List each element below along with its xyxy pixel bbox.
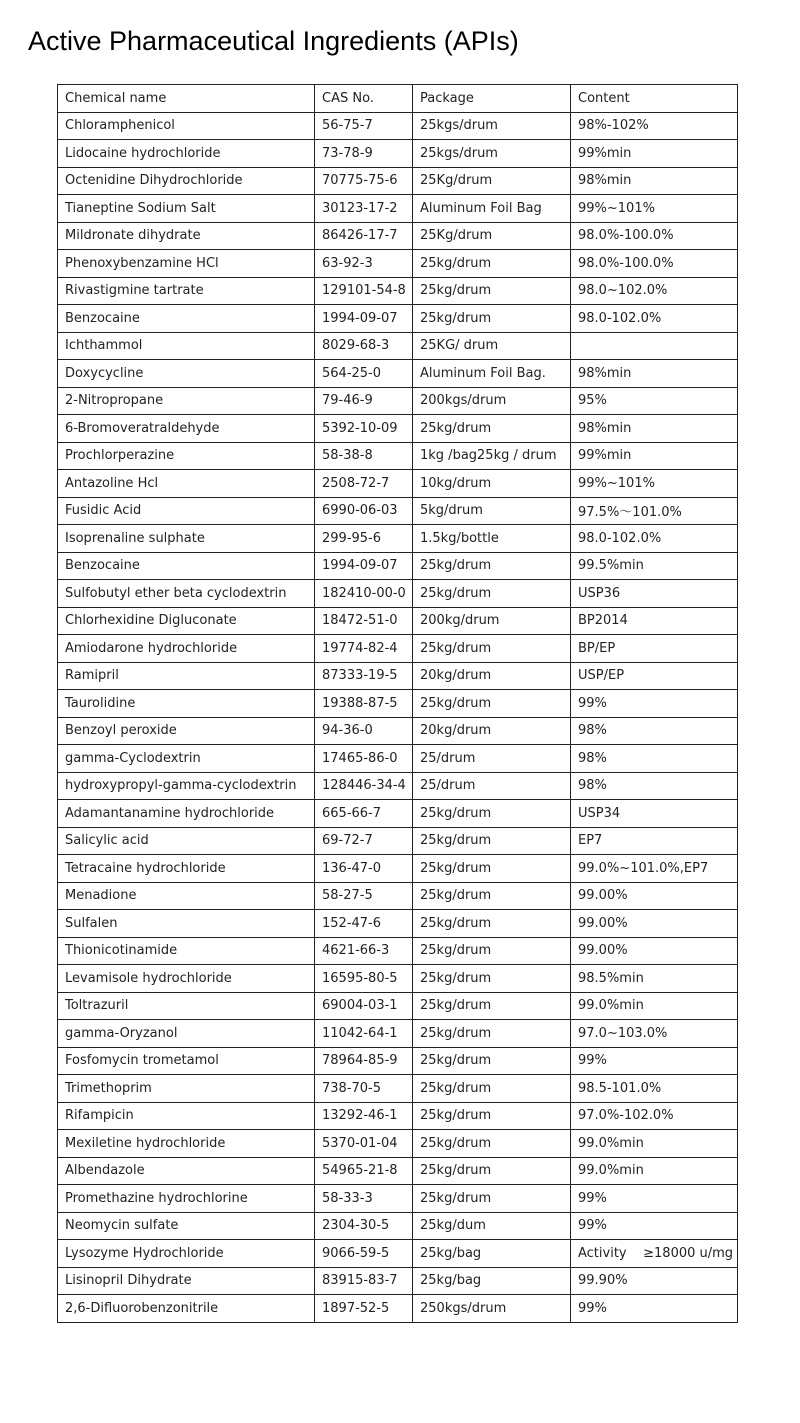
table-row bbox=[58, 332, 738, 360]
table-row bbox=[58, 662, 738, 690]
cell-package: 25kg/drum bbox=[413, 690, 571, 718]
cell-package: 25/drum bbox=[413, 772, 571, 800]
cell-content: 98%min bbox=[571, 360, 738, 388]
cell-chemical-name: Thionicotinamide bbox=[58, 937, 315, 965]
cell-cas-no: 9066-59-5 bbox=[315, 1240, 413, 1268]
cell-content: USP34 bbox=[571, 800, 738, 828]
cell-chemical-name: Mexiletine hydrochloride bbox=[58, 1130, 315, 1158]
cell-content: 97.0%-102.0% bbox=[571, 1102, 738, 1130]
table-row bbox=[58, 250, 738, 278]
cell-content: 98.0-102.0% bbox=[571, 525, 738, 553]
cell-cas-no: 94-36-0 bbox=[315, 717, 413, 745]
cell-chemical-name: Ichthammol bbox=[58, 332, 315, 360]
table-row bbox=[58, 1240, 738, 1268]
cell-chemical-name: Menadione bbox=[58, 882, 315, 910]
cell-chemical-name: Benzocaine bbox=[58, 305, 315, 333]
table-row bbox=[58, 112, 738, 140]
cell-package: 20kg/drum bbox=[413, 717, 571, 745]
cell-cas-no: 79-46-9 bbox=[315, 387, 413, 415]
cell-content: 98.0%-100.0% bbox=[571, 250, 738, 278]
cell-content: 98.5-101.0% bbox=[571, 1075, 738, 1103]
cell-content: 97.5%～101.0% bbox=[571, 497, 738, 525]
cell-cas-no: 86426-17-7 bbox=[315, 222, 413, 250]
cell-content: 99% bbox=[571, 1295, 738, 1323]
cell-package: 25kg/bag bbox=[413, 1240, 571, 1268]
cell-cas-no: 69-72-7 bbox=[315, 827, 413, 855]
cell-package: 25Kg/drum bbox=[413, 222, 571, 250]
cell-content: 99%min bbox=[571, 442, 738, 470]
cell-cas-no: 58-27-5 bbox=[315, 882, 413, 910]
cell-content: 99.0%min bbox=[571, 1157, 738, 1185]
cell-package: 20kg/drum bbox=[413, 662, 571, 690]
table-row bbox=[58, 910, 738, 938]
cell-chemical-name: Octenidine Dihydrochloride bbox=[58, 167, 315, 195]
cell-chemical-name: Benzocaine bbox=[58, 552, 315, 580]
cell-package: 25kgs/drum bbox=[413, 112, 571, 140]
cell-cas-no: 11042-64-1 bbox=[315, 1020, 413, 1048]
cell-package: 250kgs/drum bbox=[413, 1295, 571, 1323]
cell-package: Aluminum Foil Bag. bbox=[413, 360, 571, 388]
cell-package: 25kg/drum bbox=[413, 910, 571, 938]
cell-content bbox=[571, 332, 738, 360]
cell-content: 99.90% bbox=[571, 1267, 738, 1295]
cell-cas-no: 19388-87-5 bbox=[315, 690, 413, 718]
cell-cas-no: 564-25-0 bbox=[315, 360, 413, 388]
table-row bbox=[58, 855, 738, 883]
cell-cas-no: 182410-00-0 bbox=[315, 580, 413, 608]
table-row bbox=[58, 965, 738, 993]
table-row bbox=[58, 305, 738, 333]
cell-cas-no: 16595-80-5 bbox=[315, 965, 413, 993]
cell-package: 1kg /bag25kg / drum bbox=[413, 442, 571, 470]
cell-cas-no: 665-66-7 bbox=[315, 800, 413, 828]
cell-content: USP/EP bbox=[571, 662, 738, 690]
table-row bbox=[58, 222, 738, 250]
cell-cas-no: 56-75-7 bbox=[315, 112, 413, 140]
cell-package: 25kg/drum bbox=[413, 1185, 571, 1213]
table-row bbox=[58, 1102, 738, 1130]
table-row bbox=[58, 1295, 738, 1323]
cell-content: 99.00% bbox=[571, 937, 738, 965]
cell-package: 25kg/dum bbox=[413, 1212, 571, 1240]
cell-chemical-name: Tianeptine Sodium Salt bbox=[58, 195, 315, 223]
table-row bbox=[58, 1020, 738, 1048]
cell-cas-no: 6990-06-03 bbox=[315, 497, 413, 525]
cell-chemical-name: Tetracaine hydrochloride bbox=[58, 855, 315, 883]
cell-cas-no: 738-70-5 bbox=[315, 1075, 413, 1103]
cell-cas-no: 5392-10-09 bbox=[315, 415, 413, 443]
cell-chemical-name: 6-Bromoveratraldehyde bbox=[58, 415, 315, 443]
table-row bbox=[58, 937, 738, 965]
cell-content: 98% bbox=[571, 717, 738, 745]
cell-package: 25kg/drum bbox=[413, 1020, 571, 1048]
cell-chemical-name: Lisinopril Dihydrate bbox=[58, 1267, 315, 1295]
cell-content: 98%min bbox=[571, 415, 738, 443]
cell-package: 25kg/drum bbox=[413, 277, 571, 305]
cell-package: 5kg/drum bbox=[413, 497, 571, 525]
cell-chemical-name: Lysozyme Hydrochloride bbox=[58, 1240, 315, 1268]
table-row bbox=[58, 607, 738, 635]
cell-package: 25kg/drum bbox=[413, 992, 571, 1020]
cell-cas-no: 129101-54-8 bbox=[315, 277, 413, 305]
cell-package: 25kg/drum bbox=[413, 1102, 571, 1130]
table-row bbox=[58, 690, 738, 718]
table-row bbox=[58, 745, 738, 773]
cell-cas-no: 1994-09-07 bbox=[315, 305, 413, 333]
cell-package: 25kg/drum bbox=[413, 937, 571, 965]
cell-cas-no: 2304-30-5 bbox=[315, 1212, 413, 1240]
table-row bbox=[58, 1075, 738, 1103]
cell-chemical-name: 2,6-Difluorobenzonitrile bbox=[58, 1295, 315, 1323]
cell-content: BP/EP bbox=[571, 635, 738, 663]
cell-content: 99.0%min bbox=[571, 1130, 738, 1158]
cell-chemical-name: 2-Nitropropane bbox=[58, 387, 315, 415]
cell-package: 25KG/ drum bbox=[413, 332, 571, 360]
cell-cas-no: 1897-52-5 bbox=[315, 1295, 413, 1323]
cell-content: 99.00% bbox=[571, 910, 738, 938]
table-row bbox=[58, 360, 738, 388]
cell-content: 99.0%~101.0%,EP7 bbox=[571, 855, 738, 883]
cell-cas-no: 54965-21-8 bbox=[315, 1157, 413, 1185]
table-row bbox=[58, 195, 738, 223]
table-row bbox=[58, 772, 738, 800]
cell-chemical-name: Fusidic Acid bbox=[58, 497, 315, 525]
cell-package: 25kg/drum bbox=[413, 1075, 571, 1103]
table-row bbox=[58, 1212, 738, 1240]
cell-chemical-name: Taurolidine bbox=[58, 690, 315, 718]
cell-chemical-name: Ramipril bbox=[58, 662, 315, 690]
cell-package: 25kg/drum bbox=[413, 552, 571, 580]
cell-chemical-name: Salicylic acid bbox=[58, 827, 315, 855]
cell-package: 25kg/drum bbox=[413, 1130, 571, 1158]
cell-package: 25kg/drum bbox=[413, 965, 571, 993]
cell-content: 97.0~103.0% bbox=[571, 1020, 738, 1048]
table-row bbox=[58, 882, 738, 910]
cell-chemical-name: Mildronate dihydrate bbox=[58, 222, 315, 250]
table-row bbox=[58, 140, 738, 168]
header-content: Content bbox=[571, 85, 738, 113]
cell-cas-no: 30123-17-2 bbox=[315, 195, 413, 223]
cell-content: 98% bbox=[571, 772, 738, 800]
table-row bbox=[58, 1157, 738, 1185]
cell-content: USP36 bbox=[571, 580, 738, 608]
cell-cas-no: 70775-75-6 bbox=[315, 167, 413, 195]
cell-package: 25kg/drum bbox=[413, 415, 571, 443]
cell-package: 25/drum bbox=[413, 745, 571, 773]
cell-package: 25kg/drum bbox=[413, 855, 571, 883]
cell-content: 98.0%-100.0% bbox=[571, 222, 738, 250]
cell-content: 98% bbox=[571, 745, 738, 773]
table-row bbox=[58, 717, 738, 745]
cell-content: 99% bbox=[571, 1047, 738, 1075]
table-row bbox=[58, 415, 738, 443]
cell-cas-no: 299-95-6 bbox=[315, 525, 413, 553]
cell-cas-no: 83915-83-7 bbox=[315, 1267, 413, 1295]
table-row bbox=[58, 800, 738, 828]
cell-cas-no: 78964-85-9 bbox=[315, 1047, 413, 1075]
cell-cas-no: 152-47-6 bbox=[315, 910, 413, 938]
cell-cas-no: 87333-19-5 bbox=[315, 662, 413, 690]
cell-chemical-name: gamma-Oryzanol bbox=[58, 1020, 315, 1048]
cell-chemical-name: Adamantanamine hydrochloride bbox=[58, 800, 315, 828]
cell-content: 99% bbox=[571, 1212, 738, 1240]
cell-package: 25kg/bag bbox=[413, 1267, 571, 1295]
table-row bbox=[58, 442, 738, 470]
cell-content: 99%~101% bbox=[571, 470, 738, 498]
cell-package: 25kg/drum bbox=[413, 635, 571, 663]
cell-chemical-name: Benzoyl peroxide bbox=[58, 717, 315, 745]
cell-content: EP7 bbox=[571, 827, 738, 855]
header-chemical-name: Chemical name bbox=[58, 85, 315, 113]
cell-chemical-name: Neomycin sulfate bbox=[58, 1212, 315, 1240]
cell-package: 25Kg/drum bbox=[413, 167, 571, 195]
cell-cas-no: 73-78-9 bbox=[315, 140, 413, 168]
table-row bbox=[58, 277, 738, 305]
cell-cas-no: 18472-51-0 bbox=[315, 607, 413, 635]
table-row bbox=[58, 470, 738, 498]
cell-package: 25kg/drum bbox=[413, 1047, 571, 1075]
table-row bbox=[58, 635, 738, 663]
cell-cas-no: 19774-82-4 bbox=[315, 635, 413, 663]
cell-chemical-name: Albendazole bbox=[58, 1157, 315, 1185]
api-table bbox=[57, 84, 738, 1323]
cell-content: 99.5%min bbox=[571, 552, 738, 580]
cell-chemical-name: Amiodarone hydrochloride bbox=[58, 635, 315, 663]
cell-package: 25kg/drum bbox=[413, 305, 571, 333]
cell-chemical-name: Sulfobutyl ether beta cyclodextrin bbox=[58, 580, 315, 608]
cell-cas-no: 128446-34-4 bbox=[315, 772, 413, 800]
cell-package: 25kg/drum bbox=[413, 882, 571, 910]
page-title: Active Pharmaceutical Ingredients (APIs) bbox=[28, 26, 519, 56]
cell-content: 98.0-102.0% bbox=[571, 305, 738, 333]
table-header-row bbox=[58, 85, 738, 113]
table-row bbox=[58, 497, 738, 525]
cell-content: 99.0%min bbox=[571, 992, 738, 1020]
cell-content: 98.5%min bbox=[571, 965, 738, 993]
cell-package: 25kg/drum bbox=[413, 250, 571, 278]
cell-chemical-name: Promethazine hydrochlorine bbox=[58, 1185, 315, 1213]
table-row bbox=[58, 167, 738, 195]
cell-content: 99%~101% bbox=[571, 195, 738, 223]
table-row bbox=[58, 552, 738, 580]
cell-chemical-name: Phenoxybenzamine HCl bbox=[58, 250, 315, 278]
cell-cas-no: 2508-72-7 bbox=[315, 470, 413, 498]
cell-chemical-name: Rivastigmine tartrate bbox=[58, 277, 315, 305]
cell-package: 25kg/drum bbox=[413, 580, 571, 608]
table-row bbox=[58, 827, 738, 855]
cell-content: BP2014 bbox=[571, 607, 738, 635]
table-row bbox=[58, 1130, 738, 1158]
cell-package: 25kg/drum bbox=[413, 827, 571, 855]
cell-chemical-name: Chlorhexidine Digluconate bbox=[58, 607, 315, 635]
cell-chemical-name: Lidocaine hydrochloride bbox=[58, 140, 315, 168]
table-row bbox=[58, 580, 738, 608]
cell-cas-no: 1994-09-07 bbox=[315, 552, 413, 580]
cell-chemical-name: Doxycycline bbox=[58, 360, 315, 388]
cell-package: Aluminum Foil Bag bbox=[413, 195, 571, 223]
table-row bbox=[58, 387, 738, 415]
cell-chemical-name: hydroxypropyl-gamma-cyclodextrin bbox=[58, 772, 315, 800]
table-row bbox=[58, 1267, 738, 1295]
cell-cas-no: 63-92-3 bbox=[315, 250, 413, 278]
cell-content: 99% bbox=[571, 1185, 738, 1213]
cell-chemical-name: Rifampicin bbox=[58, 1102, 315, 1130]
cell-content: 99% bbox=[571, 690, 738, 718]
cell-content: 98%min bbox=[571, 167, 738, 195]
cell-content: 95% bbox=[571, 387, 738, 415]
cell-package: 25kgs/drum bbox=[413, 140, 571, 168]
cell-cas-no: 58-33-3 bbox=[315, 1185, 413, 1213]
table-row bbox=[58, 1185, 738, 1213]
header-cas-no: CAS No. bbox=[315, 85, 413, 113]
cell-chemical-name: Isoprenaline sulphate bbox=[58, 525, 315, 553]
cell-chemical-name: Sulfalen bbox=[58, 910, 315, 938]
cell-package: 25kg/drum bbox=[413, 800, 571, 828]
cell-chemical-name: Prochlorperazine bbox=[58, 442, 315, 470]
cell-chemical-name: Levamisole hydrochloride bbox=[58, 965, 315, 993]
cell-content: 99%min bbox=[571, 140, 738, 168]
table-row bbox=[58, 992, 738, 1020]
cell-package: 200kgs/drum bbox=[413, 387, 571, 415]
cell-content: Activity ≥18000 u/mg bbox=[571, 1240, 738, 1268]
table-row bbox=[58, 1047, 738, 1075]
cell-content: 98.0~102.0% bbox=[571, 277, 738, 305]
cell-content: 98%-102% bbox=[571, 112, 738, 140]
cell-chemical-name: gamma-Cyclodextrin bbox=[58, 745, 315, 773]
header-package: Package bbox=[413, 85, 571, 113]
table-row bbox=[58, 525, 738, 553]
cell-chemical-name: Toltrazuril bbox=[58, 992, 315, 1020]
cell-package: 200kg/drum bbox=[413, 607, 571, 635]
cell-package: 10kg/drum bbox=[413, 470, 571, 498]
cell-chemical-name: Chloramphenicol bbox=[58, 112, 315, 140]
cell-cas-no: 4621-66-3 bbox=[315, 937, 413, 965]
cell-chemical-name: Trimethoprim bbox=[58, 1075, 315, 1103]
cell-cas-no: 58-38-8 bbox=[315, 442, 413, 470]
cell-chemical-name: Fosfomycin trometamol bbox=[58, 1047, 315, 1075]
cell-cas-no: 13292-46-1 bbox=[315, 1102, 413, 1130]
cell-cas-no: 69004-03-1 bbox=[315, 992, 413, 1020]
cell-cas-no: 8029-68-3 bbox=[315, 332, 413, 360]
cell-chemical-name: Antazoline Hcl bbox=[58, 470, 315, 498]
cell-cas-no: 5370-01-04 bbox=[315, 1130, 413, 1158]
cell-content: 99.00% bbox=[571, 882, 738, 910]
cell-package: 1.5kg/bottle bbox=[413, 525, 571, 553]
cell-package: 25kg/drum bbox=[413, 1157, 571, 1185]
table-body bbox=[58, 112, 738, 1322]
cell-cas-no: 136-47-0 bbox=[315, 855, 413, 883]
cell-cas-no: 17465-86-0 bbox=[315, 745, 413, 773]
